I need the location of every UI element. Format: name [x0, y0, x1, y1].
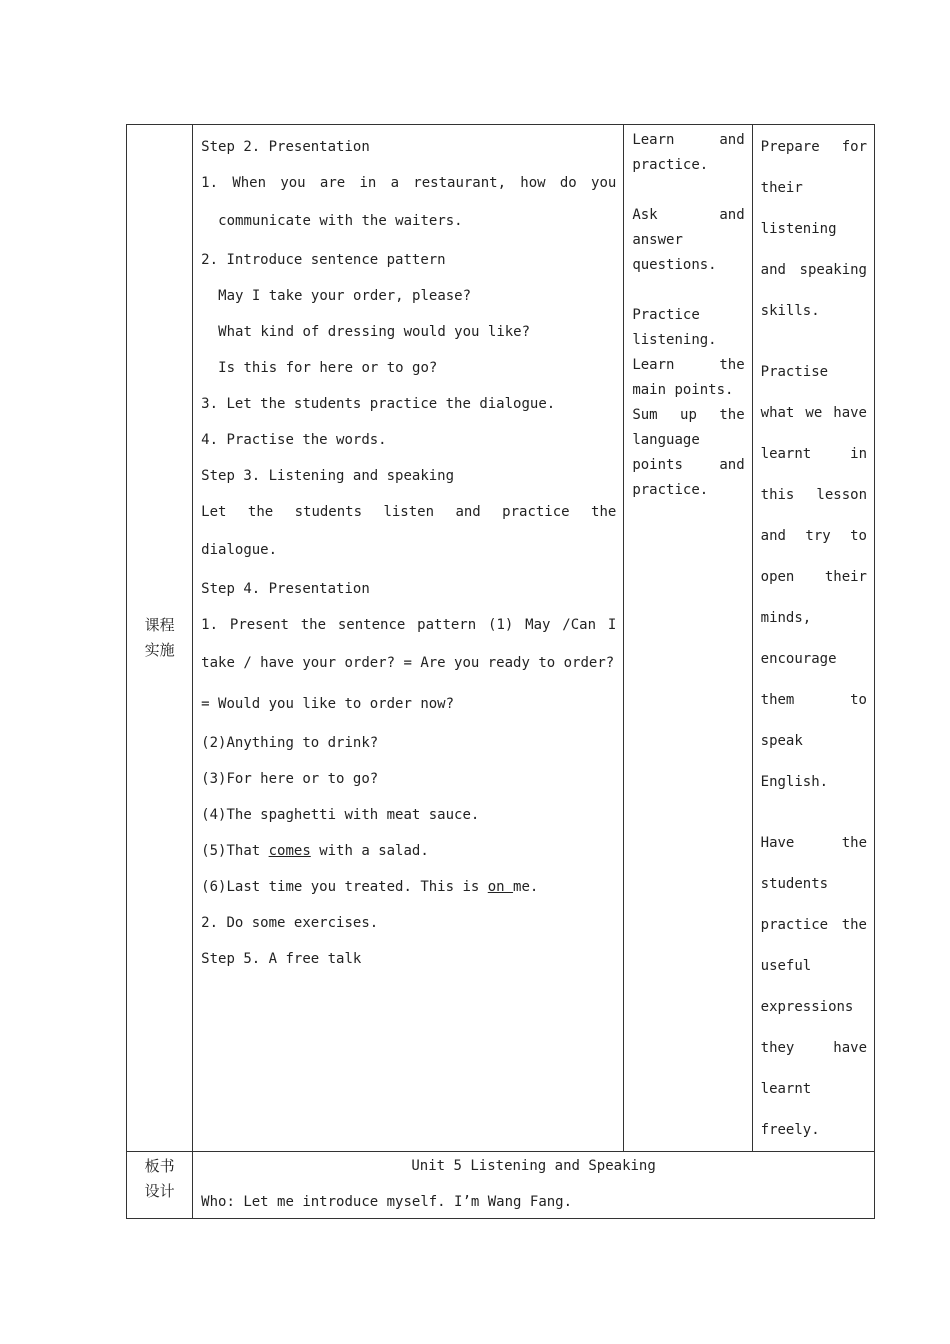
purpose-line: learnt: [760, 1081, 812, 1097]
procedure-line: dialogue.: [201, 542, 278, 558]
activities-cell: [624, 125, 752, 1152]
activity-line: Ask and: [632, 207, 745, 223]
procedure-line: 1. Present the sentence pattern (1) May /Can I: [201, 617, 617, 633]
purpose-line: open their: [760, 569, 867, 585]
procedure-line: 2. Do some exercises.: [201, 915, 379, 931]
board-content-cell: [193, 1152, 875, 1219]
activity-line: Sum up the: [632, 407, 745, 423]
implementation-label-cell: [127, 125, 193, 1152]
spacer: [761, 332, 867, 352]
procedure-line: 3. Let the students practice the dialogue.: [201, 396, 556, 412]
purpose-line: minds,: [760, 610, 812, 626]
activity-line: questions.: [632, 257, 717, 273]
purpose-line: this lesson: [760, 487, 867, 503]
procedure-line: Step 5. A free talk: [201, 951, 362, 967]
purpose-line: practice the: [760, 917, 867, 933]
procedure-line: What kind of dressing would you like?: [218, 324, 531, 340]
procedure-line: 1. When you are in a restaurant, how do you: [201, 175, 617, 191]
line-text: (6)Last time you treated. This is: [201, 879, 488, 895]
purpose-line: their: [760, 180, 803, 196]
procedure-line: Step 2. Presentation: [201, 139, 370, 155]
purpose-line: Prepare for: [760, 139, 867, 155]
procedure-line: (4)The spaghetti with meat sauce.: [201, 807, 480, 823]
procedure-line: communicate with the waiters.: [218, 213, 463, 229]
procedure-cell: [193, 125, 624, 1152]
purpose-line: English.: [760, 774, 829, 790]
implementation-row: [127, 125, 875, 1152]
purpose-line: them to: [760, 692, 867, 708]
underlined-text: on: [487, 879, 514, 895]
purpose-line: speak: [760, 733, 803, 749]
purposes-cell: [752, 125, 874, 1152]
purpose-line: what we have: [760, 405, 867, 421]
label-line: 课程: [144, 616, 175, 634]
procedure-line: Step 3. Listening and speaking: [201, 468, 455, 484]
activity-line: main points.: [632, 382, 734, 398]
activity-line: practice.: [632, 157, 709, 173]
procedure-line: [201, 833, 616, 869]
procedure-line: Let the students listen and practice the: [201, 504, 617, 520]
purpose-line: skills.: [760, 303, 820, 319]
activity-line: answer: [632, 232, 683, 248]
purpose-line: Practise: [760, 364, 829, 380]
student-activities: [624, 125, 751, 503]
procedure-line: 2. Introduce sentence pattern: [201, 252, 446, 268]
implementation-label: [127, 125, 192, 663]
activity-line: Learn and: [632, 132, 745, 148]
label-line: 实施: [144, 641, 175, 659]
procedure-line: = Would you like to order now?: [201, 696, 455, 712]
procedure-line: May I take your order, please?: [218, 288, 472, 304]
purpose-line: useful: [760, 958, 812, 974]
label-line: 板书: [144, 1157, 175, 1175]
label-line: 设计: [144, 1182, 175, 1200]
board-title: Unit 5 Listening and Speaking: [411, 1158, 656, 1174]
spacer: [632, 178, 744, 203]
procedure-line: [201, 869, 616, 905]
purpose-line: listening: [760, 221, 837, 237]
procedure-line: 4. Practise the words.: [201, 432, 387, 448]
activity-line: Practice: [632, 307, 700, 323]
underlined-text: comes: [268, 843, 311, 859]
procedure-text: [193, 125, 623, 977]
board-label-cell: [127, 1152, 193, 1219]
procedure-line: take / have your order? = Are you ready to order?: [201, 655, 615, 671]
line-text: with a salad.: [310, 843, 429, 859]
procedure-line: (2)Anything to drink?: [201, 735, 379, 751]
purpose-line: and speaking: [760, 262, 867, 278]
spacer: [761, 803, 867, 823]
purpose-line: and try to: [760, 528, 867, 544]
activity-line: listening.: [632, 332, 717, 348]
lesson-plan-table: [126, 124, 875, 1219]
activity-line: practice.: [632, 482, 709, 498]
design-purposes: [753, 125, 874, 1151]
activity-line: language: [632, 432, 700, 448]
purpose-line: learnt in: [760, 446, 867, 462]
activity-line: Learn the: [632, 357, 745, 373]
purpose-line: freely.: [760, 1122, 820, 1138]
procedure-line: Is this for here or to go?: [218, 360, 438, 376]
line-text: (5)That: [201, 843, 269, 859]
procedure-line: (3)For here or to go?: [201, 771, 379, 787]
board-row: [127, 1152, 875, 1219]
purpose-line: encourage: [760, 651, 837, 667]
board-line: Who: Let me introduce myself. I’m Wang Fang.: [201, 1194, 573, 1210]
purpose-line: expressions: [760, 999, 854, 1015]
spacer: [632, 278, 744, 303]
line-text: me.: [513, 879, 539, 895]
purpose-line: they have: [760, 1040, 867, 1056]
activity-line: points and: [632, 457, 745, 473]
purpose-line: students: [760, 876, 829, 892]
procedure-line: Step 4. Presentation: [201, 581, 370, 597]
purpose-line: Have the: [760, 835, 867, 851]
board-label: [127, 1152, 192, 1204]
